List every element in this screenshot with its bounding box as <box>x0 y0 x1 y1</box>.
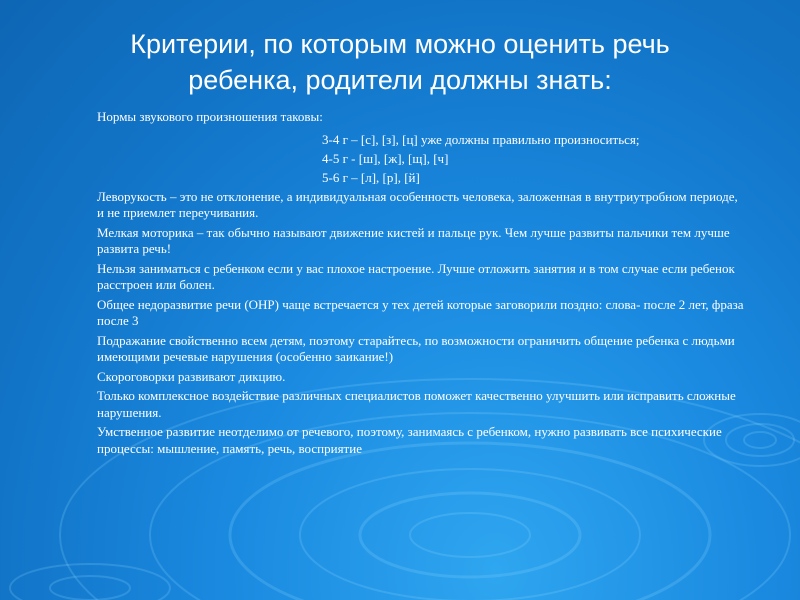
list-item <box>66 225 746 258</box>
list-item <box>66 189 746 222</box>
list-item-text: Умственное развитие неотделимо от речевого, поэтому, занимаясь с ребенком, нужно развивать все психические процессы: мышление, память, речь, восприятие <box>97 424 722 456</box>
list-item <box>66 388 746 421</box>
list-item <box>66 333 746 366</box>
list-item-text: Скороговорки развивают дикцию. <box>97 368 286 384</box>
list-item-text: Леворукость – это не отклонение, а индивидуальная особенность человека, заложенная в внутриутробном периоде, и не приемлет переучивания. <box>97 188 738 220</box>
list-item <box>66 261 746 294</box>
slide-title-line-2: ребенка, родители должны знать: <box>188 65 612 95</box>
bullet-list <box>66 109 746 460</box>
norm-item <box>66 132 746 149</box>
list-item-text: Нельзя заниматься с ребенком если у вас плохое настроение. Лучше отложить занятия и в том случае если ребенок расстроен или болен. <box>97 260 735 292</box>
list-item <box>66 109 746 126</box>
list-item-text: Только комплексное воздействие различных специалистов поможет качественно улучшить или исправить сложные нарушения. <box>97 388 736 420</box>
norm-item <box>66 151 746 168</box>
norm-item-text: 5-6 г – [л], [р], [й] <box>322 169 420 185</box>
list-item-text: Мелкая моторика – так обычно называют движение кистей и пальце рук. Чем лучше развиты пальчики тем лучше развита речь! <box>97 224 730 256</box>
list-item-text: Общее недоразвитие речи (ОНР) чаще встречается у тех детей которые заговорили поздно: слова- после 2 лет, фраза после 3 <box>97 296 744 328</box>
norm-item <box>66 170 746 187</box>
slide-title <box>40 26 760 98</box>
list-item-text: Подражание свойственно всем детям, поэтому старайтесь, по возможности ограничить общение ребенка с людьми имеющими речевые нарушения (особенно заикание!) <box>97 332 735 364</box>
list-item <box>66 424 746 457</box>
norm-item-text: 4-5 г - [ш], [ж], [щ], [ч] <box>322 150 449 166</box>
list-item <box>66 369 746 386</box>
list-item <box>66 297 746 330</box>
list-item-text: Нормы звукового произношения таковы: <box>97 109 323 124</box>
slide-title-line-1: Критерии, по которым можно оценить речь <box>130 29 670 59</box>
norm-item-text: 3-4 г – [с], [з], [ц] уже должны правильно произноситься; <box>322 131 640 147</box>
